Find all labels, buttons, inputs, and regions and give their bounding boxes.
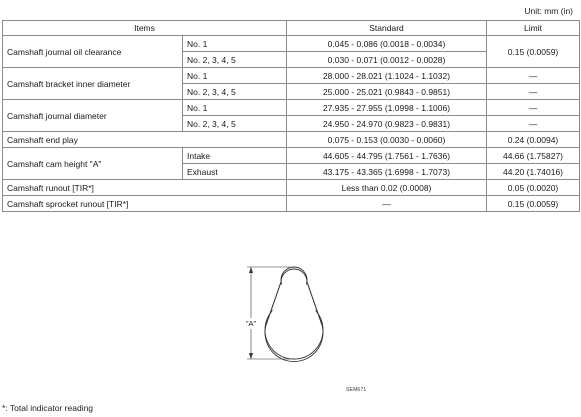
header-items: Items [3,21,287,36]
table-row [3,196,580,212]
standard-value: 0.075 - 0.153 (0.0030 - 0.0060) [287,132,487,148]
figure-code: SEM671 [346,387,367,393]
standard-value: 43.175 - 43.365 (1.6998 - 1.7073) [287,164,487,180]
item-journal-diameter: Camshaft journal diameter [3,100,183,132]
limit-value: 44.66 (1.75827) [487,148,580,164]
sub-item: No. 2, 3, 4, 5 [183,84,287,100]
header-standard: Standard [287,21,487,36]
limit-value: — [487,68,580,84]
sub-item: No. 1 [183,68,287,84]
header-limit: Limit [487,21,580,36]
table-row [3,68,580,84]
standard-value: 44.605 - 44.795 (1.7561 - 1.7636) [287,148,487,164]
cam-lobe-figure [230,260,360,400]
cam-lobe-diagram [230,260,360,400]
item-bracket-inner-diameter: Camshaft bracket inner diameter [3,68,183,100]
limit-value: — [487,116,580,132]
limit-value: 0.05 (0.0020) [487,180,580,196]
item-runout: Camshaft runout [TIR*] [3,180,287,196]
standard-value: Less than 0.02 (0.0008) [287,180,487,196]
limit-value: — [487,84,580,100]
limit-value: 0.15 (0.0059) [487,36,580,68]
dim-arrow-top [249,267,253,273]
limit-value: — [487,100,580,116]
table-row [3,100,580,116]
sub-item: No. 2, 3, 4, 5 [183,52,287,68]
sub-item: No. 1 [183,100,287,116]
item-sprocket-runout: Camshaft sprocket runout [TIR*] [3,196,287,212]
standard-value: 27.935 - 27.955 (1.0998 - 1.1006) [287,100,487,116]
dim-arrow-bottom [249,353,253,359]
footnote: *: Total indicator reading [2,403,94,413]
sub-item: No. 2, 3, 4, 5 [183,116,287,132]
sub-item: Exhaust [183,164,287,180]
standard-value: 28.000 - 28.021 (1.1024 - 1.1032) [287,68,487,84]
dim-label-a: "A" [245,319,257,328]
standard-value: 0.030 - 0.071 (0.0012 - 0.0028) [287,52,487,68]
limit-value: 0.15 (0.0059) [487,196,580,212]
table-row [3,132,580,148]
table-row [3,148,580,164]
sub-item: No. 1 [183,36,287,52]
sub-item: Intake [183,148,287,164]
item-cam-height: Camshaft cam height "A" [3,148,183,180]
limit-value: 0.24 (0.0094) [487,132,580,148]
standard-value: 24.950 - 24.970 (0.9823 - 0.9831) [287,116,487,132]
unit-label: Unit: mm (in) [524,6,573,16]
table-row [3,36,580,52]
item-end-play: Camshaft end play [3,132,287,148]
table-header-row [3,21,580,36]
limit-value: 44.20 (1.74016) [487,164,580,180]
camshaft-spec-table [2,20,580,212]
item-journal-oil-clearance: Camshaft journal oil clearance [3,36,183,68]
standard-value: 0.045 - 0.086 (0.0018 - 0.0034) [287,36,487,52]
table-row [3,180,580,196]
standard-value: 25.000 - 25.021 (0.9843 - 0.9851) [287,84,487,100]
standard-value: — [287,196,487,212]
